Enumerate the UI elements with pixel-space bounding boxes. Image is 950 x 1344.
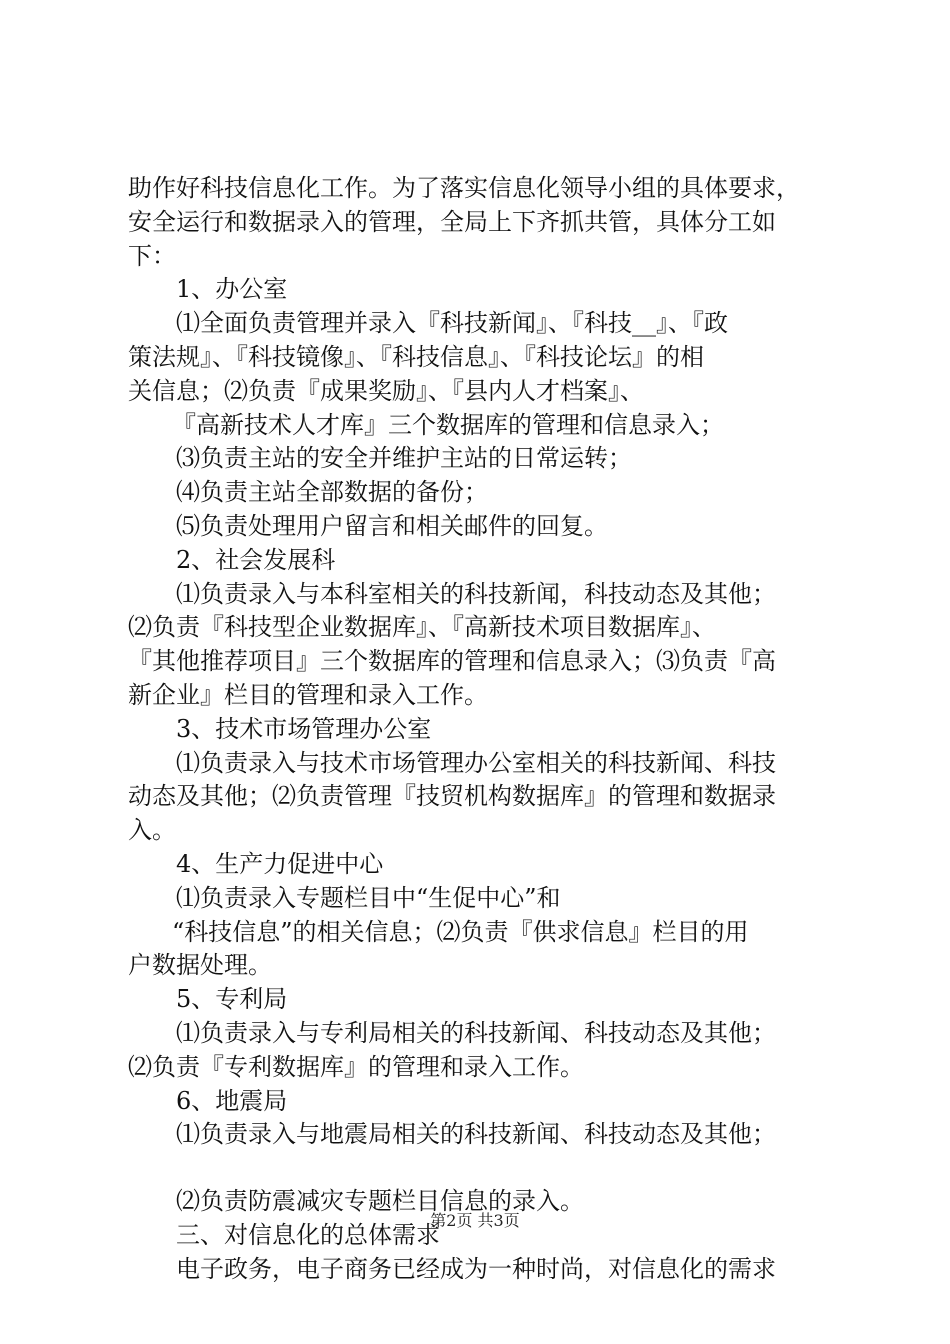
- text-line: 『其他推荐项目』三个数据库的管理和信息录入；⑶负责『高: [128, 647, 776, 676]
- text-line: ⑸负责处理用户留言和相关邮件的回复。: [176, 511, 608, 540]
- section-heading-office: 1、办公室: [176, 275, 288, 304]
- text-line: 安全运行和数据录入的管理，全局上下齐抓共管，具体分工如: [128, 207, 776, 236]
- text-line: ⑴负责录入与技术市场管理办公室相关的科技新闻、科技: [176, 748, 776, 777]
- text-line: 户数据处理。: [128, 951, 272, 980]
- text-line: 电子政务，电子商务已经成为一种时尚，对信息化的需求: [176, 1254, 776, 1283]
- text-line: 动态及其他；⑵负责管理『技贸机构数据库』的管理和数据录: [128, 782, 776, 811]
- text-line: ⑴负责录入专题栏目中“生促中心”和: [176, 883, 561, 912]
- text-line: ⑵负责防震减灾专题栏目信息的录入。: [176, 1187, 584, 1216]
- text-line: 关信息；⑵负责『成果奖励』、『县内人才档案』、: [128, 376, 644, 405]
- text-line: 下：: [128, 241, 176, 270]
- page-number-footer: 第2页 共3页: [430, 1211, 520, 1230]
- section-heading-patent-bureau: 5、专利局: [176, 985, 288, 1014]
- text-line: ⑴负责录入与专利局相关的科技新闻、科技动态及其他；: [176, 1018, 776, 1047]
- text-line: ⑵负责『科技型企业数据库』、『高新技术项目数据库』、: [128, 613, 716, 642]
- document-body: [128, 172, 834, 1287]
- text-line: 助作好科技信息化工作。为了落实信息化领导小组的具体要求，: [128, 174, 800, 202]
- text-line: ⑵负责『专利数据库』的管理和录入工作。: [128, 1052, 584, 1081]
- text-line: ⑴负责录入与本科室相关的科技新闻，科技动态及其他；: [176, 579, 776, 608]
- text-line: 策法规』、『科技镜像』、『科技信息』、『科技论坛』的相: [128, 342, 704, 371]
- text-line: “科技信息”的相关信息；⑵负责『供求信息』栏目的用: [172, 917, 749, 946]
- text-line: ⑶负责主站的安全并维护主站的日常运转；: [176, 444, 632, 473]
- text-line: ⑴负责录入与地震局相关的科技新闻、科技动态及其他；: [176, 1120, 776, 1149]
- section-heading-social-development: 2、社会发展科: [176, 545, 336, 574]
- section-heading-overall-requirements: 三、对信息化的总体需求: [176, 1220, 440, 1249]
- text-line: ⑷负责主站全部数据的备份；: [176, 478, 488, 507]
- text-line: 入。: [128, 816, 176, 845]
- section-heading-productivity-center: 4、生产力促进中心: [176, 849, 384, 878]
- section-heading-seismology-bureau: 6、地震局: [176, 1086, 288, 1115]
- section-heading-tech-market: 3、技术市场管理办公室: [176, 714, 432, 743]
- text-line: 新企业』栏目的管理和录入工作。: [128, 680, 488, 709]
- text-line: 『高新技术人才库』三个数据库的管理和信息录入；: [172, 410, 724, 439]
- text-line: ⑴全面负责管理并录入『科技新闻』、『科技__』、『政: [176, 309, 728, 338]
